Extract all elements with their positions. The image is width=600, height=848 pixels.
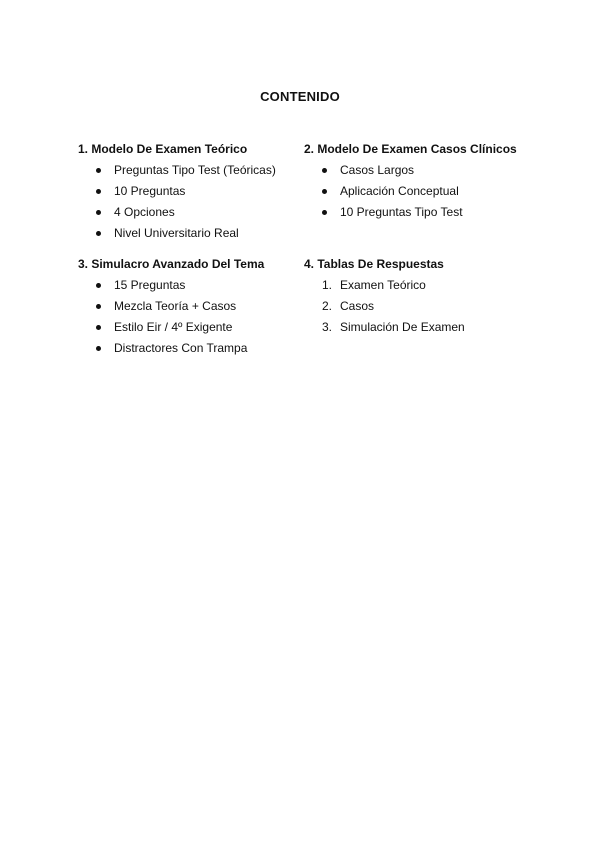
bullet-icon — [96, 210, 101, 215]
bullet-icon — [96, 168, 101, 173]
section-heading: 4. Tablas De Respuestas — [304, 257, 444, 271]
section-advanced-mock-exam — [78, 256, 338, 361]
list-item-label: 4 Opciones — [114, 205, 175, 219]
list-item-label: 10 Preguntas Tipo Test — [340, 205, 463, 219]
bullet-list — [78, 277, 338, 361]
list-item-label: Distractores Con Trampa — [114, 341, 248, 355]
section-clinical-cases-exam — [304, 141, 564, 225]
list-item — [78, 225, 338, 246]
list-number: 1. — [322, 278, 333, 292]
list-item-label: Preguntas Tipo Test (Teóricas) — [114, 163, 276, 177]
list-item-label: Mezcla Teoría + Casos — [114, 299, 237, 313]
list-item — [78, 319, 338, 340]
list-item — [304, 183, 564, 204]
list-item — [78, 183, 338, 204]
list-item-label: Casos — [340, 299, 375, 313]
list-item — [304, 204, 564, 225]
bullet-icon — [96, 304, 101, 309]
list-item — [78, 298, 338, 319]
section-heading: 1. Modelo De Examen Teórico — [78, 142, 248, 156]
list-item-label: Casos Largos — [340, 163, 415, 177]
list-number: 2. — [322, 299, 333, 313]
bullet-icon — [96, 189, 101, 194]
list-number: 3. — [322, 320, 333, 334]
section-heading: 2. Modelo De Examen Casos Clínicos — [304, 142, 517, 156]
list-item — [78, 340, 338, 361]
section-answer-tables — [304, 256, 564, 340]
list-item — [78, 162, 338, 183]
bullet-list — [78, 162, 338, 246]
bullet-icon — [96, 283, 101, 288]
bullet-icon — [96, 231, 101, 236]
section-heading: 3. Simulacro Avanzado Del Tema — [78, 257, 265, 271]
numbered-list — [304, 277, 564, 340]
list-item — [304, 298, 564, 319]
bullet-icon — [96, 346, 101, 351]
list-item-label: 10 Preguntas — [114, 184, 186, 198]
list-item — [78, 277, 338, 298]
list-item-label: 15 Preguntas — [114, 278, 186, 292]
list-item — [304, 277, 564, 298]
list-item — [304, 319, 564, 340]
page-title: CONTENIDO — [260, 89, 340, 104]
bullet-icon — [322, 189, 327, 194]
list-item — [304, 162, 564, 183]
list-item-label: Aplicación Conceptual — [340, 184, 459, 198]
list-item-label: Estilo Eir / 4º Exigente — [114, 320, 233, 334]
list-item-label: Examen Teórico — [340, 278, 426, 292]
bullet-list — [304, 162, 564, 225]
section-theoretical-exam — [78, 141, 338, 246]
list-item-label: Nivel Universitario Real — [114, 226, 239, 240]
bullet-icon — [322, 210, 327, 215]
bullet-icon — [322, 168, 327, 173]
list-item-label: Simulación De Examen — [340, 320, 465, 334]
list-item — [78, 204, 338, 225]
bullet-icon — [96, 325, 101, 330]
